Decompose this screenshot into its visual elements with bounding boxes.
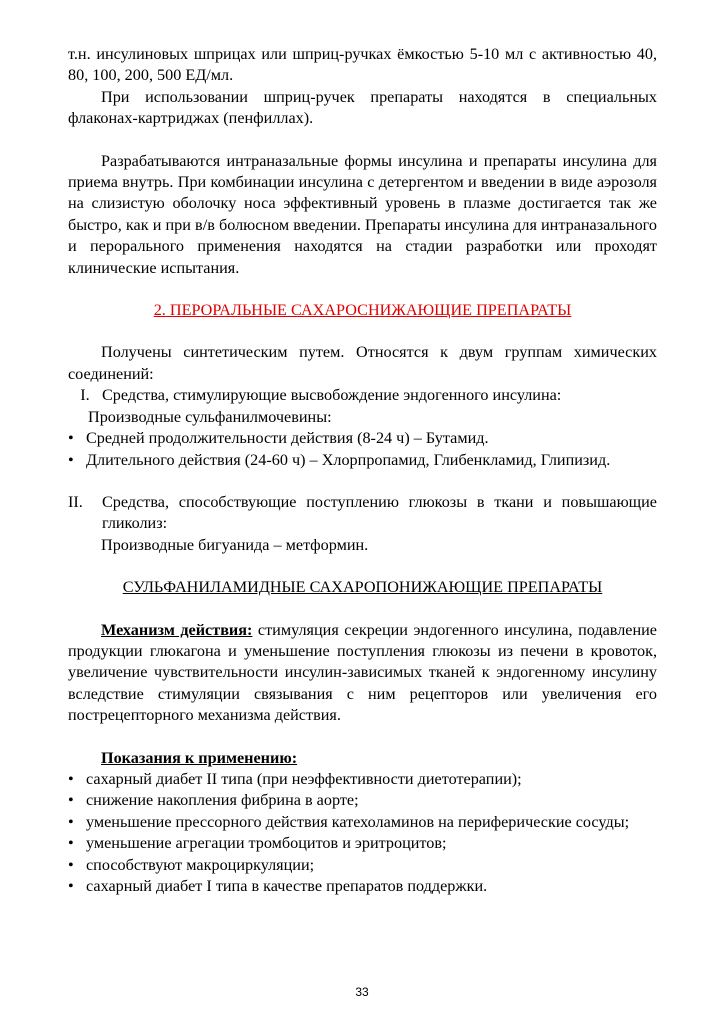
- mechanism-label: Механизм действия:: [101, 620, 253, 639]
- intro-line-2: При использовании шприц-ручек препараты находятся в специальных флаконах-картриджах (пенфиллах).: [68, 87, 657, 128]
- list-item: • Длительного действия (24-60 ч) – Хлорпропамид, Глибенкламид, Глипизид.: [68, 450, 657, 471]
- section-3-heading: СУЛЬФАНИЛАМИДНЫЕ САХАРОПОНИЖАЮЩИЕ ПРЕПАРАТЫ: [122, 578, 603, 597]
- group-2-subtitle: Производные бигуанида – метформин.: [101, 535, 369, 554]
- list-item: • уменьшение прессорного действия катехоламинов на периферические сосуды;: [68, 812, 657, 833]
- mechanism-text: стимуляция секреции эндогенного инсулина, подавление продукции глюкагона и уменьшение поступления глюкозы из печени в кровоток, увеличение чувствительности инсулин-зависимых тканей к эндогенному инсулину вследствие стимуляции связывания с ним рецепторов или увеличения его пострецепторного механизма действия.: [68, 620, 657, 725]
- group-1-number: I.: [80, 386, 90, 405]
- list-item: • сахарный диабет II типа (при неэффективности диетотерапии);: [68, 769, 657, 790]
- bullet-icon: •: [68, 855, 74, 874]
- intro-line-1: т.н. инсулиновых шприцах или шприц-ручках ёмкостью 5-10 мл с активностью 40, 80, 100, 200, 500 ЕД/мл.: [68, 45, 657, 85]
- page-number: 33: [355, 985, 369, 999]
- mechanism-paragraph: [68, 620, 657, 727]
- list-item: • Средней продолжительности действия (8-24 ч) – Бутамид.: [68, 428, 657, 449]
- group-1-list: [68, 428, 657, 471]
- indications-label: Показания к применению:: [101, 748, 298, 767]
- intranasal-paragraph: Разрабатываются интраназальные формы инсулина и препараты инсулина для приема внутрь. При комбинации инсулина с детергентом и введении в виде аэрозоля на слизистую оболочку носа эффективный уровень в плазме достигается так же быстро, как и при в/в болюсном введении. Препараты инсулина для интраназального и перорального применения находятся на стадии разработки или проходят клинические испытания.: [68, 151, 657, 277]
- list-item: • снижение накопления фибрина в аорте;: [68, 790, 657, 811]
- bullet-icon: •: [68, 450, 74, 469]
- list-item: • уменьшение агрегации тромбоцитов и эритроцитов;: [68, 833, 657, 854]
- group-2: [68, 492, 657, 535]
- indications-heading: [68, 748, 657, 769]
- bullet-icon: •: [68, 812, 74, 831]
- group-2-text: Средства, способствующие поступлению глюкозы в ткани и повышающие гликолиз:: [102, 492, 657, 533]
- bullet-icon: •: [68, 429, 74, 448]
- group-1-subtitle: Производные сульфанилмочевины:: [88, 407, 332, 426]
- bullet-icon: •: [68, 834, 74, 853]
- bullet-icon: •: [68, 877, 74, 895]
- document-page: [68, 44, 657, 897]
- section-2-heading: 2. ПЕРОРАЛЬНЫЕ САХАРОСНИЖАЮЩИЕ ПРЕПАРАТЫ: [153, 301, 572, 320]
- group-2-number: II.: [68, 492, 83, 511]
- list-item: • сахарный диабет I типа в качестве препаратов поддержки.: [68, 876, 657, 897]
- section-2-intro: Получены синтетическим путем. Относятся к двум группам химических соединений:: [68, 343, 657, 383]
- group-1: [68, 385, 657, 406]
- bullet-icon: •: [68, 769, 74, 788]
- bullet-icon: •: [68, 791, 74, 810]
- indications-list: [68, 769, 657, 897]
- list-item: • способствуют макроциркуляции;: [68, 855, 657, 876]
- group-1-text: Средства, стимулирующие высвобождение эндогенного инсулина:: [102, 386, 562, 405]
